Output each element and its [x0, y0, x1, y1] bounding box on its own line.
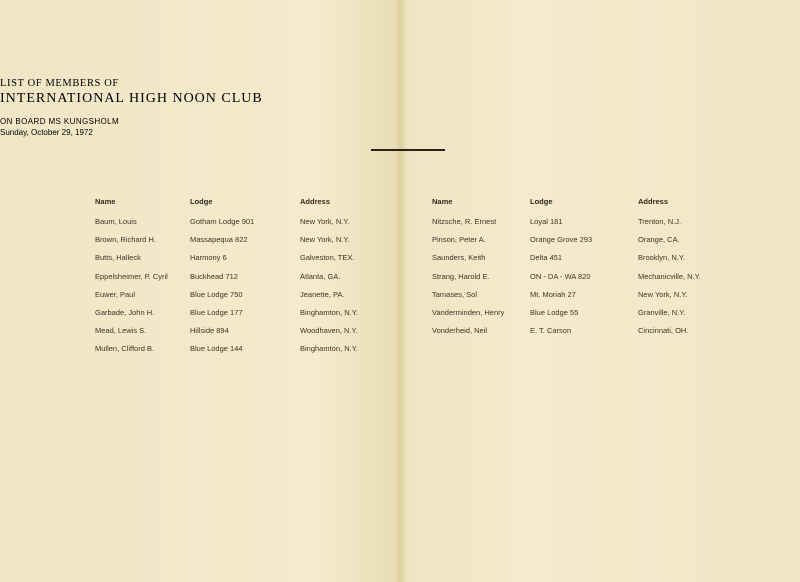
member-lodge: Mt. Moriah 27 — [530, 289, 576, 299]
member-address: Galveston, TEX. — [300, 253, 355, 263]
member-name: Mead, Lewis S. — [95, 326, 147, 336]
title-divider — [371, 149, 445, 151]
member-lodge: Hillside 894 — [190, 326, 229, 336]
member-name: Strang, Harold E. — [432, 271, 490, 281]
member-lodge: Massapequa 822 — [190, 235, 248, 245]
member-address: Cincinnati, OH. — [638, 326, 689, 336]
member-lodge: Blue Lodge 55 — [530, 307, 579, 317]
member-name: Eppelsheimer, P. Cyril — [95, 271, 168, 281]
member-name: Vanderminden, Henry — [432, 307, 505, 317]
member-lodge: Harmony 6 — [190, 253, 227, 263]
header-lodge-left: Lodge — [190, 197, 213, 206]
member-name: Euwer, Paul — [95, 289, 136, 299]
left-names-column — [95, 217, 168, 363]
member-lodge: Delta 451 — [530, 253, 563, 263]
member-name: Nitzsche, R. Ernest — [432, 217, 497, 226]
member-lodge: ON - DA - WA 820 — [530, 271, 591, 281]
member-name: Tamases, Sol — [432, 289, 478, 299]
member-lodge: Blue Lodge 144 — [190, 344, 243, 354]
member-address: Binghamton, N.Y. — [300, 307, 358, 317]
left-lodges-column — [190, 217, 254, 363]
right-addresses-column — [638, 217, 701, 344]
header-name-left: Name — [95, 197, 116, 206]
member-name: Brown, Richard H. — [95, 235, 156, 245]
member-address: Orange, CA. — [638, 235, 680, 245]
member-lodge: Gotham Lodge 901 — [190, 217, 255, 226]
member-name: Mullen, Clifford B. — [95, 344, 155, 354]
left-addresses-column — [300, 217, 358, 363]
member-lodge: Blue Lodge 177 — [190, 307, 243, 317]
header-address-right: Address — [638, 197, 669, 206]
right-lodges-column — [530, 217, 592, 344]
document-subtitle-ship: ON BOARD MS KUNGSHOLM — [0, 117, 120, 126]
member-address: Binghamton, N.Y. — [300, 344, 358, 354]
member-address: New York, N.Y. — [638, 289, 688, 299]
document-subtitle-date: Sunday, October 29, 1972 — [0, 128, 93, 137]
document-title-line2: INTERNATIONAL HIGH NOON CLUB — [0, 91, 263, 106]
member-lodge: Orange Grove 293 — [530, 235, 593, 245]
header-name-right: Name — [432, 197, 453, 206]
member-lodge: Loyal 181 — [530, 217, 563, 226]
document-title-line1: LIST OF MEMBERS OF — [0, 78, 119, 89]
member-lodge: Blue Lodge 750 — [190, 289, 243, 299]
member-name: Baum, Louis — [95, 217, 137, 226]
member-name: Butts, Halleck — [95, 253, 141, 263]
member-name: Vonderheid, Neil — [432, 326, 488, 336]
member-name: Saunders, Keith — [432, 253, 486, 263]
member-address: Brooklyn, N.Y. — [638, 253, 685, 263]
header-lodge-right: Lodge — [530, 197, 553, 206]
right-names-column — [432, 217, 504, 344]
member-address: Granville, N.Y. — [638, 307, 686, 317]
member-address: Atlanta, GA. — [300, 271, 341, 281]
member-address: Mechanicville, N.Y. — [638, 271, 701, 281]
member-address: Jeanette, PA. — [300, 289, 345, 299]
header-address-left: Address — [300, 197, 331, 206]
member-lodge: E. T. Carson — [530, 326, 572, 336]
member-address: Woodhaven, N.Y. — [300, 326, 358, 336]
member-address: New York, N.Y. — [300, 235, 350, 245]
member-address: New York, N.Y. — [300, 217, 350, 226]
member-name: Garbade, John H. — [95, 307, 155, 317]
member-address: Trenton, N.J. — [638, 217, 682, 226]
member-name: Pinson, Peter A. — [432, 235, 486, 245]
member-lodge: Buckhead 712 — [190, 271, 238, 281]
